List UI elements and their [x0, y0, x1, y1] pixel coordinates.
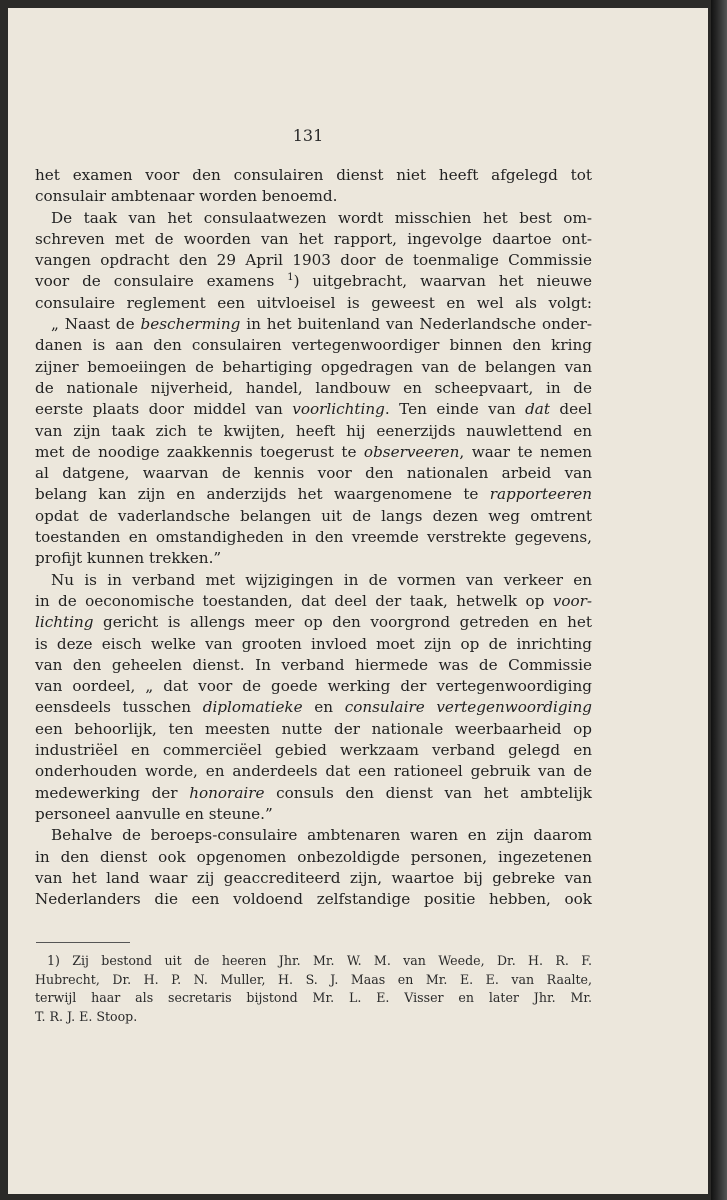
- footnote-divider: [36, 942, 130, 943]
- text-line: De taak van het consulaatwezen wordt misschien het best om-: [51, 208, 592, 227]
- text-line: van den geheelen dienst. In verband hiermede was de Commissie: [35, 655, 592, 674]
- footnote-line: Hubrecht, Dr. H. P. N. Muller, H. S. J. Maas en Mr. E. E. van Raalte,: [35, 971, 592, 987]
- text-line: het examen voor den consulairen dienst niet heeft afgelegd tot: [35, 166, 592, 184]
- text-line: belang kan zijn en anderzijds het waargenomene te rapporteeren: [35, 485, 592, 504]
- text-line: personeel aanvulle en steune.”: [35, 804, 273, 823]
- text-line: al datgene, waarvan de kennis voor den nationalen arbeid van: [35, 464, 592, 483]
- text-line: van oordeel, „ dat voor de goede werking der vertegenwoordiging: [35, 677, 592, 696]
- text-line: is deze eisch welke van grooten invloed moet zijn op de inrichting: [35, 634, 592, 653]
- text-line: van zijn taak zich te kwijten, heeft hij eenerzijds nauwlettend en: [35, 421, 592, 440]
- text-line: consulaire reglement een uitvloeisel is geweest en wel als volgt:: [35, 293, 592, 312]
- text-line: zijner bemoeiingen de behartiging opgedragen van de belangen van: [35, 357, 592, 376]
- text-line: Nederlanders die een voldoend zelfstandige positie hebben, ook: [35, 890, 592, 909]
- text-line: toestanden en omstandigheden in den vreemde verstrekte gegevens,: [35, 528, 592, 547]
- text-line: eensdeels tusschen diplomatieke en consulaire vertegenwoordiging: [35, 698, 592, 717]
- footnote-reference: 1: [287, 272, 294, 284]
- text-line: onderhouden worde, en anderdeels dat een rationeel gebruik van de: [35, 762, 592, 781]
- footnote-line: T. R. J. E. Stoop.: [35, 1008, 138, 1024]
- book-page: [8, 8, 708, 1194]
- text-line: de nationale nijverheid, handel, landbouw en scheepvaart, in de: [35, 378, 592, 397]
- text-line: lichting gericht is allengs meer op den voorgrond getreden en het: [35, 613, 592, 632]
- book-edge: [711, 0, 727, 1200]
- text-line: eerste plaats door middel van voorlichting. Ten einde van dat deel: [35, 400, 592, 419]
- footnote: [35, 952, 592, 1026]
- text-line: schreven met de woorden van het rapport, ingevolge daartoe ont-: [35, 229, 592, 248]
- text-line: voor de consulaire examens $^1$) uitgebracht, waarvan het nieuwe: [35, 272, 592, 291]
- text-line: in den dienst ook opgenomen onbezoldigde personen, ingezetenen: [35, 847, 592, 866]
- text-line: in de oeconomische toestanden, dat deel der taak, hetwelk op voor-: [35, 591, 592, 610]
- body-text: [35, 165, 592, 910]
- text-line: medewerking der honoraire consuls den dienst van het ambtelijk: [35, 783, 592, 802]
- text-line: met de noodige zaakkennis toegerust te observeeren, waar te nemen: [35, 442, 592, 461]
- text-line: danen is aan den consulairen vertegenwoordiger binnen den kring: [35, 336, 592, 355]
- text-line: profijt kunnen trekken.”: [35, 549, 222, 568]
- text-line: Nu is in verband met wijzigingen in de vormen van verkeer en: [51, 570, 592, 589]
- text-line: van het land waar zij geaccrediteerd zijn, waartoe bij gebreke van: [35, 868, 592, 887]
- text-line: vangen opdracht den 29 April 1903 door de toenmalige Commissie: [35, 251, 592, 270]
- text-line: consulair ambtenaar worden benoemd.: [35, 187, 338, 206]
- text-line: opdat de vaderlandsche belangen uit de langs dezen weg omtrent: [35, 506, 592, 525]
- text-line: „ Naast de bescherming in het buitenland van Nederlandsche onder-: [51, 315, 592, 334]
- footnote-line: 1) Zij bestond uit de heeren Jhr. Mr. W. M. van Weede, Dr. H. R. F.: [47, 953, 592, 968]
- text-line: Behalve de beroeps-consulaire ambtenaren waren en zijn daarom: [51, 826, 592, 845]
- text-line: industriëel en commerciëel gebied werkzaam verband gelegd en: [35, 741, 592, 760]
- text-line: een behoorlijk, ten meesten nutte der nationale weerbaarheid op: [35, 719, 592, 738]
- footnote-line: terwijl haar als secretaris bijstond Mr. L. E. Visser en later Jhr. Mr.: [35, 990, 592, 1006]
- page-number: 131: [292, 126, 324, 145]
